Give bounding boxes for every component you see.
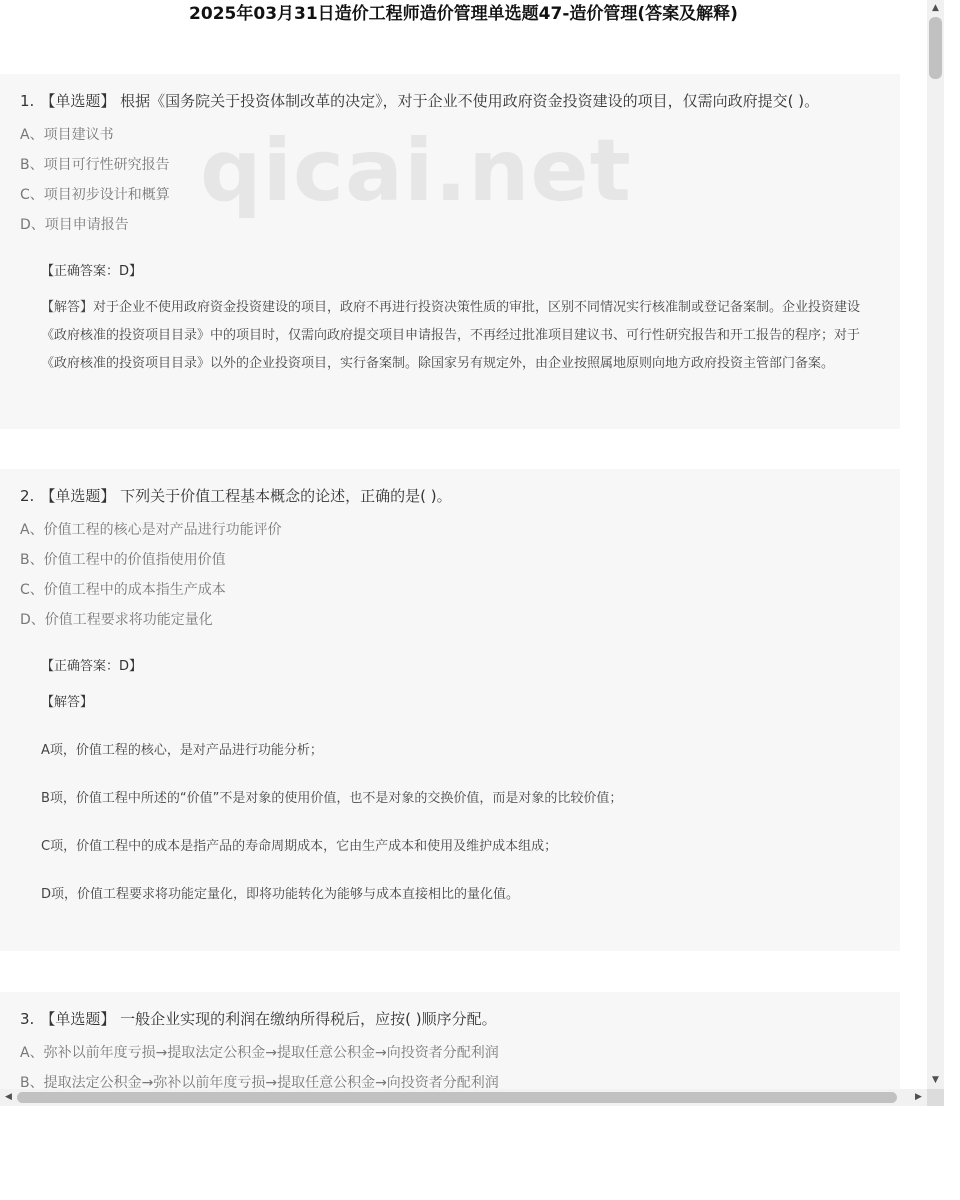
question-stem (0, 469, 900, 507)
question-card-1 (0, 74, 900, 429)
question-text: 根据《国务院关于投资体制改革的决定》，对于企业不使用政府资金投资建设的项目，仅需向政府提交( )。 (120, 92, 820, 110)
vertical-scrollbar[interactable] (927, 0, 944, 1089)
option-a[interactable]: A、价值工程的核心是对产品进行功能评价 (20, 522, 282, 538)
question-number: 3. (20, 1010, 35, 1028)
question-stem (0, 74, 900, 112)
question-type: 【单选题】 (40, 92, 116, 110)
horizontal-scrollbar[interactable] (0, 1089, 927, 1106)
option-a[interactable]: A、弥补以前年度亏损→提取法定公积金→提取任意公积金→向投资者分配利润 (20, 1045, 499, 1061)
question-type: 【单选题】 (40, 487, 116, 505)
scroll-right-icon[interactable]: ▶ (915, 1092, 922, 1102)
explanation-label: 【解答】 (41, 695, 94, 710)
question-type: 【单选题】 (40, 1010, 116, 1028)
option-d[interactable]: D、项目申请报告 (20, 217, 129, 233)
question-text: 一般企业实现的利润在缴纳所得税后，应按( )顺序分配。 (120, 1010, 497, 1028)
explanation-item-a: A项，价值工程的核心，是对产品进行功能分析； (41, 743, 323, 758)
scroll-up-icon[interactable]: ▲ (932, 3, 939, 13)
correct-answer: 【正确答案：D】 (41, 264, 143, 279)
question-text: 下列关于价值工程基本概念的论述，正确的是( )。 (120, 487, 452, 505)
option-d[interactable]: D、价值工程要求将功能定量化 (20, 612, 213, 628)
option-c[interactable]: C、价值工程中的成本指生产成本 (20, 582, 226, 598)
scroll-left-icon[interactable]: ◀ (5, 1092, 12, 1102)
option-b[interactable]: B、项目可行性研究报告 (20, 157, 170, 173)
explanation-item-c: C项，价值工程中的成本是指产品的寿命周期成本，它由生产成本和使用及维护成本组成； (41, 839, 558, 854)
option-c[interactable]: C、项目初步设计和概算 (20, 187, 170, 203)
question-number: 1. (20, 92, 35, 110)
horizontal-scroll-thumb[interactable] (17, 1092, 897, 1103)
explanation: 【解答】对于企业不使用政府资金投资建设的项目，政府不再进行投资决策性质的审批，区别不同情况实行核准制或登记备案制。企业投资建设《政府核准的投资项目目录》中的项目时，仅需向政府提交项目申请报告，不再经过批准项目建议书、可行性研究报告和开工报告的程序；对于《政府核准的投资项目目录》以外的企业投资项目，实行备案制。除国家另有规定外，由企业按照属地原则向地方政府投资主管部门备案。 (41, 300, 861, 371)
scrollbar-corner (927, 1089, 944, 1106)
question-card-2 (0, 469, 900, 951)
option-b[interactable]: B、提取法定公积金→弥补以前年度亏损→提取任意公积金→向投资者分配利润 (20, 1075, 499, 1089)
question-stem (0, 992, 900, 1030)
watermark: qicai.net (200, 121, 632, 221)
correct-answer: 【正确答案：D】 (41, 659, 143, 674)
explanation-item-d: D项，价值工程要求将功能定量化，即将功能转化为能够与成本直接相比的量化值。 (41, 887, 520, 902)
explanation-item-b: B项，价值工程中所述的“价值”不是对象的使用价值，也不是对象的交换价值，而是对象的比较价值； (41, 791, 623, 806)
question-card-3 (0, 992, 900, 1089)
question-number: 2. (20, 487, 35, 505)
scroll-down-icon[interactable]: ▼ (932, 1075, 939, 1085)
option-a[interactable]: A、项目建议书 (20, 127, 114, 143)
vertical-scroll-thumb[interactable] (929, 17, 942, 79)
option-b[interactable]: B、价值工程中的价值指使用价值 (20, 552, 226, 568)
page-title: 2025年03月31日造价工程师造价管理单选题47-造价管理(答案及解释) (189, 4, 738, 24)
